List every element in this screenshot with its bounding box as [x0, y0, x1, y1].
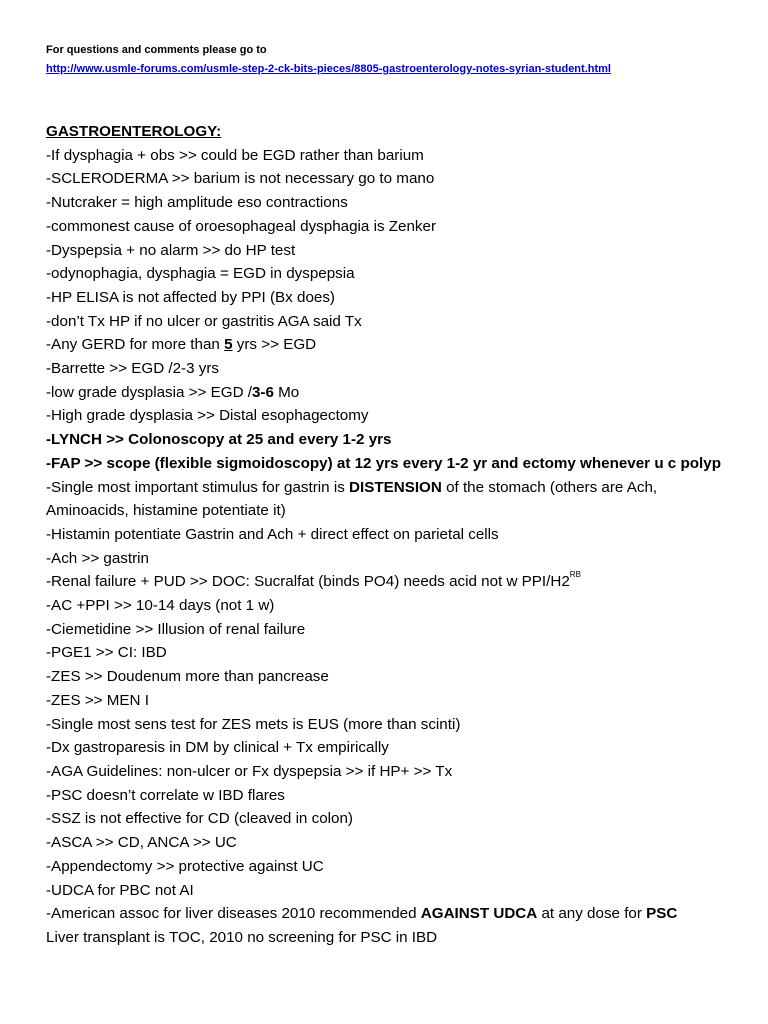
- note-line: -If dysphagia + obs >> could be EGD rather than barium: [46, 146, 424, 164]
- note-line: -Nutcraker = high amplitude eso contractions: [46, 194, 348, 212]
- section-title: GASTROENTEROLOGY:: [46, 123, 222, 140]
- note-line: -ASCA >> CD, ANCA >> UC: [46, 834, 237, 852]
- note-text: -Renal failure + PUD >> DOC: Sucralfat (binds PO4) needs acid not w PPI/H2: [46, 573, 570, 591]
- note-line: -Appendectomy >> protective against UC: [46, 857, 324, 875]
- note-line: -Ach >> gastrin: [46, 549, 149, 567]
- superscript: RB: [569, 570, 581, 580]
- note-text: -Single most important stimulus for gastrin is: [46, 478, 350, 496]
- forum-link[interactable]: http://www.usmle-forums.com/usmle-step-2-ck-bits-pieces/8805-gastroenterology-notes-syrian-student.html: [46, 63, 611, 75]
- note-emphasis: 5: [224, 336, 233, 354]
- note-line: -Ciemetidine >> Illusion of renal failure: [46, 620, 306, 638]
- note-line: -AC +PPI >> 10-14 days (not 1 w): [46, 597, 275, 615]
- note-text: -Any GERD for more than: [46, 336, 225, 354]
- note-line: -Barrette >> EGD /2-3 yrs: [46, 360, 220, 378]
- note-line: -PSC doesn’t correlate w IBD flares: [46, 786, 285, 804]
- note-text: at any dose for: [537, 905, 647, 923]
- note-line: -High grade dysplasia >> Distal esophagectomy: [46, 407, 369, 425]
- note-line: -don’t Tx HP if no ulcer or gastritis AGA said Tx: [46, 312, 362, 330]
- header-label: For questions and comments please go to: [46, 44, 267, 56]
- notes-body: [46, 120, 726, 950]
- note-line: -PGE1 >> CI: IBD: [46, 644, 167, 662]
- note-line: -Dx gastroparesis in DM by clinical + Tx empirically: [46, 739, 389, 757]
- note-text: of the stomach (others are Ach, Aminoacids, histamine potentiate it): [46, 478, 658, 520]
- note-line: -Dyspepsia + no alarm >> do HP test: [46, 241, 296, 259]
- note-line: [46, 333, 726, 357]
- note-line: -Histamin potentiate Gastrin and Ach + direct effect on parietal cells: [46, 525, 499, 543]
- note-text: Mo: [273, 383, 300, 401]
- note-text: yrs >> EGD: [232, 336, 317, 354]
- note-emphasis: 3-6: [251, 383, 274, 401]
- note-line: -commonest cause of oroesophageal dysphagia is Zenker: [46, 217, 437, 235]
- note-line: -SSZ is not effective for CD (cleaved in colon): [46, 810, 353, 828]
- note-line: -ZES >> Doudenum more than pancrease: [46, 668, 329, 686]
- note-text: -low grade dysplasia >> EGD /: [46, 383, 252, 401]
- note-line: -ZES >> MEN I: [46, 691, 149, 709]
- note-line-bold: -LYNCH >> Colonoscopy at 25 and every 1-2 yrs: [46, 431, 392, 449]
- note-line: [46, 476, 726, 523]
- note-text: -American assoc for liver diseases 2010 recommended: [46, 905, 421, 923]
- note-line: -UDCA for PBC not AI: [46, 881, 194, 899]
- note-line: -HP ELISA is not affected by PPI (Bx does): [46, 288, 335, 306]
- note-line: -odynophagia, dysphagia = EGD in dyspepsia: [46, 265, 355, 283]
- note-emphasis: PSC: [646, 905, 678, 923]
- note-line: [46, 381, 726, 405]
- note-line: -SCLERODERMA >> barium is not necessary go to mano: [46, 170, 435, 188]
- note-line: [46, 570, 726, 594]
- note-emphasis: AGAINST UDCA: [420, 905, 538, 923]
- note-emphasis: DISTENSION: [349, 478, 442, 496]
- note-line: -Single most sens test for ZES mets is EUS (more than scinti): [46, 715, 461, 733]
- note-line: -AGA Guidelines: non-ulcer or Fx dyspepsia >> if HP+ >> Tx: [46, 762, 453, 780]
- note-line: [46, 902, 726, 926]
- note-line-bold: -FAP >> scope (flexible sigmoidoscopy) at 12 yrs every 1-2 yr and ectomy whenever u c polyp: [46, 454, 721, 472]
- header: [46, 43, 611, 77]
- note-line: Liver transplant is TOC, 2010 no screening for PSC in IBD: [46, 928, 438, 946]
